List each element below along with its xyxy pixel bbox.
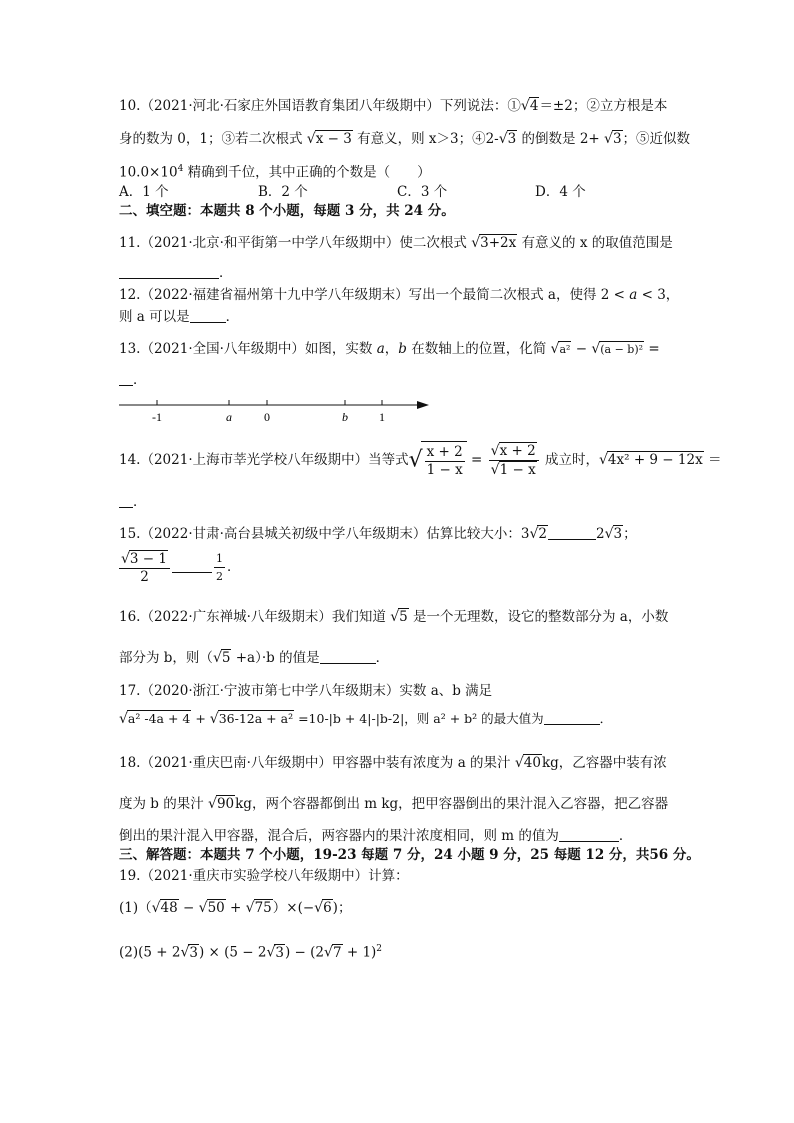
q19-sqrt: 6 xyxy=(323,900,332,916)
q10-line1 xyxy=(119,96,667,116)
q10-text: 身的数为 0，1；③若二次根式 xyxy=(119,131,307,147)
q14-sqrt: 4x² + 9 − 12x xyxy=(607,452,703,468)
q17-line1 xyxy=(119,681,492,701)
q18-text: 18.（2021·重庆巴南·八年级期中）甲容器中装有浓度为 a 的果汁 xyxy=(119,755,515,771)
q10-text: 10.（2021·河北·石家庄外国语教育集团八年级期中）下列说法：① xyxy=(119,98,521,114)
answer-blank[interactable] xyxy=(559,827,619,842)
q15-numerator: 3 − 1 xyxy=(129,550,167,567)
q18-line2 xyxy=(119,794,668,814)
q15-numerator: 1 xyxy=(214,550,225,568)
radical-icon: √ xyxy=(121,550,130,567)
q16-text: +a）·b 的值是 xyxy=(231,650,320,666)
q13-line2 xyxy=(119,370,147,390)
radical-icon: √ xyxy=(604,526,614,542)
q11-line1 xyxy=(119,233,673,253)
q17-text: 17.（2020·浙江·宁波市第七中学八年级期末）实数 a、b 满足 xyxy=(119,683,493,699)
q13-minus: − xyxy=(571,341,592,357)
radical-icon: √ xyxy=(180,944,190,961)
tick-label-b: b xyxy=(342,410,348,424)
q16-sqrt: 5 xyxy=(399,609,408,625)
answer-blank[interactable] xyxy=(119,264,219,279)
radical-icon: √ xyxy=(212,650,222,666)
q14-text: 成立时， xyxy=(540,452,599,468)
q12-text: 12.（2022·福建省福州第十九中学八年级期末）写出一个最简二次根式 a，使得 2 < xyxy=(119,287,630,303)
q11-text: 有意义的 x 的取值范围是 xyxy=(517,235,673,251)
number-line-diagram xyxy=(119,393,439,427)
q19-text: ) × (5 − 2 xyxy=(198,944,267,961)
section-heading-fill-in: 二、填空题：本题共 8 个小题，每题 3 分，共 24 分。 xyxy=(119,203,455,219)
q14-line2 xyxy=(119,492,147,512)
q12-period: ． xyxy=(225,309,240,325)
q19-text: (1)（ xyxy=(119,900,152,916)
q16-text: 16.（2022·广东禅城·八年级期末）我们知道 xyxy=(119,609,391,625)
q11-period: ． xyxy=(219,265,233,281)
q14-equals: = xyxy=(466,452,487,468)
q12-variable: a xyxy=(629,287,638,303)
radical-icon: √ xyxy=(514,755,524,771)
q19-sqrt: 75 xyxy=(254,900,272,916)
q15-text: ； xyxy=(623,526,637,542)
q14-sqrt-fraction xyxy=(421,441,467,480)
radical-icon: √ xyxy=(604,131,613,147)
q15-half xyxy=(214,550,225,585)
radical-icon: √ xyxy=(599,452,608,468)
q19-text: ）×(− xyxy=(272,900,315,916)
q15-sqrt: 2 xyxy=(538,526,548,542)
q12-text: 则 a 可以是 xyxy=(119,309,190,325)
q13-text: 13.（2021·全国·八年级期中）如图，实数 xyxy=(119,341,377,357)
q15-text: 15.（2022·甘肃·高台县城关初级中学八年级期末）估算比较大小：3 xyxy=(119,526,530,542)
radical-icon: √ xyxy=(591,341,601,357)
q10-text: 的倒数是 2+ xyxy=(517,131,605,147)
q19-sqrt: 50 xyxy=(207,900,225,916)
q17-period: ． xyxy=(599,711,613,726)
radical-icon: √ xyxy=(245,900,255,916)
q13-sqrt: a² xyxy=(559,343,571,356)
answer-blank[interactable] xyxy=(119,371,133,386)
q18-text: kg，乙容器中装有浓 xyxy=(541,755,667,771)
q19-text: + 1) xyxy=(342,944,377,961)
q10-text: ；⑤近似数 xyxy=(622,131,691,147)
q10-sqrt: 3 xyxy=(612,131,622,147)
q14-text: 14.（2021·上海市莘光学校八年级期中）当等式 xyxy=(119,452,409,468)
q18-line3 xyxy=(119,826,632,846)
q19-sqrt: 3 xyxy=(189,944,198,961)
radical-icon: √ xyxy=(266,944,276,961)
q18-period: ． xyxy=(618,828,633,844)
q12-text: < 3， xyxy=(637,287,680,303)
q10-sqrt: 4 xyxy=(529,98,539,114)
q19-part2 xyxy=(119,939,382,963)
q10-option-c[interactable]: C．3 个 xyxy=(397,184,448,200)
q17-line2 xyxy=(119,709,612,729)
q10-sqrt: 3 xyxy=(507,131,517,147)
q10-text: 10.0×10 xyxy=(119,164,178,181)
q16-line2 xyxy=(119,648,389,668)
q17-plus: + xyxy=(191,711,210,726)
q10-text: ＝±2；②立方根是本 xyxy=(539,98,668,114)
radical-icon: √ xyxy=(390,609,400,625)
q14-period: ． xyxy=(133,494,147,510)
q14-denominator: 1 − x xyxy=(426,462,463,478)
radical-icon: √ xyxy=(520,98,530,114)
q13-text: ， xyxy=(384,341,399,357)
q10-line3 xyxy=(119,159,431,183)
q18-sqrt: 40 xyxy=(523,755,541,771)
q18-line1 xyxy=(119,753,667,773)
q14-numerator: x + 2 xyxy=(499,443,536,459)
q16-text: 是一个无理数，设它的整数部分为 a，小数 xyxy=(408,609,669,625)
radical-icon: √ xyxy=(408,447,423,473)
q17-sqrt: a² -4a + 4 xyxy=(127,711,191,726)
answer-blank[interactable] xyxy=(548,525,596,540)
q16-sqrt: 5 xyxy=(221,650,231,666)
radical-icon: √ xyxy=(151,900,161,916)
q10-option-b[interactable]: B．2 个 xyxy=(258,184,308,200)
answer-blank[interactable] xyxy=(544,710,600,725)
q17-sqrt: 36-12a + a² xyxy=(218,711,294,726)
tick-label-zero: 0 xyxy=(264,410,270,424)
q10-option-d[interactable]: D．4 个 xyxy=(535,184,586,200)
radical-icon: √ xyxy=(490,462,500,478)
q10-sqrt: x − 3 xyxy=(315,131,352,147)
radical-icon: √ xyxy=(198,900,208,916)
q19-sqrt: 7 xyxy=(332,944,342,961)
q10-option-a[interactable]: A．1 个 xyxy=(119,184,169,200)
q10-exponent: 4 xyxy=(177,164,184,174)
q12-line2 xyxy=(119,307,239,327)
radical-icon: √ xyxy=(306,131,316,147)
q14-fraction-of-roots xyxy=(489,442,539,479)
q19-text: ) − (2 xyxy=(285,944,325,961)
q15-denominator: 2 xyxy=(216,570,223,583)
section-heading-solve: 三、解答题：本题共 7 个小题，19-23 每题 7 分，24 小题 9 分，25 每题 12 分，共56 分。 xyxy=(119,847,700,863)
q18-text: kg，两个容器都倒出 m kg，把甲容器倒出的果汁混入乙容器，把乙容器 xyxy=(235,796,669,812)
radical-icon: √ xyxy=(314,900,324,916)
q18-sqrt: 90 xyxy=(216,796,235,812)
q12-line1 xyxy=(119,285,679,305)
q15-fraction xyxy=(119,550,170,586)
arrow-right-icon xyxy=(417,401,429,409)
q14-text: ＝ xyxy=(703,452,722,468)
q13-sqrt: (a − b)² xyxy=(600,343,644,356)
q19-text: − xyxy=(178,900,199,916)
q16-line1 xyxy=(119,607,668,627)
q13-period: ． xyxy=(133,372,147,388)
q15-period: ． xyxy=(227,559,241,575)
q17-text: =10-|b + 4|-|b-2|，则 a² + b² 的最大值为 xyxy=(294,711,544,726)
q13-text: 在数轴上的位置，化简 xyxy=(406,341,551,357)
q15-text: 2 xyxy=(596,526,605,542)
radical-icon: √ xyxy=(119,711,128,727)
answer-blank[interactable] xyxy=(320,649,376,664)
q14-denominator: 1 − x xyxy=(499,462,536,478)
radical-icon: √ xyxy=(529,526,539,542)
q11-text: 11.（2021·北京·和平街第一中学八年级期中）使二次根式 xyxy=(119,235,472,251)
q15-line1 xyxy=(119,524,637,544)
q15-denominator: 2 xyxy=(140,568,149,585)
q11-sqrt: 3+2x xyxy=(480,235,517,251)
q11-line2 xyxy=(119,263,233,283)
tick-label-one: 1 xyxy=(379,410,385,424)
q19-sqrt: 3 xyxy=(275,944,284,961)
q19-part1 xyxy=(119,898,351,918)
q16-period: ． xyxy=(375,650,390,666)
q19-text: )； xyxy=(332,900,352,916)
q10-line2 xyxy=(119,129,690,149)
radical-icon: √ xyxy=(550,341,560,357)
q13-variable-a: a xyxy=(376,341,385,357)
q13-variable-b: b xyxy=(398,341,407,357)
q19-text: + xyxy=(225,900,246,916)
q15-sqrt: 3 xyxy=(613,526,623,542)
q18-text: 倒出的果汁混入甲容器，混合后，两容器内的果汁浓度相同，则 m 的值为 xyxy=(119,828,559,844)
q14-line1 xyxy=(119,441,722,480)
radical-icon: √ xyxy=(498,131,508,147)
q13-line1 xyxy=(119,339,660,359)
q10-text: 精确到千位，其中正确的个数是（ ） xyxy=(183,164,431,181)
q15-line2 xyxy=(119,548,241,586)
answer-blank[interactable] xyxy=(172,558,212,573)
tick-label-a: a xyxy=(226,410,232,424)
q13-equals: = xyxy=(644,341,660,357)
q19-exponent: 2 xyxy=(376,944,383,954)
q14-numerator: x + 2 xyxy=(426,444,463,460)
q16-text: 部分为 b，则（ xyxy=(119,650,213,666)
q19-title: 19.（2021·重庆市实验学校八年级期中）计算： xyxy=(119,868,409,884)
answer-blank[interactable] xyxy=(119,493,133,508)
q19-text: (2)(5 + 2 xyxy=(119,944,181,961)
radical-icon: √ xyxy=(208,796,217,812)
q10-text: 有意义，则 x＞3；④2- xyxy=(352,131,499,147)
q19-sqrt: 48 xyxy=(160,900,178,916)
radical-icon: √ xyxy=(490,443,500,459)
radical-icon: √ xyxy=(471,235,481,251)
radical-icon: √ xyxy=(324,944,333,961)
radical-icon: √ xyxy=(209,711,219,727)
tick-label-neg-one: -1 xyxy=(152,410,162,424)
q18-text: 度为 b 的果汁 xyxy=(119,796,209,812)
answer-blank[interactable] xyxy=(190,308,226,323)
